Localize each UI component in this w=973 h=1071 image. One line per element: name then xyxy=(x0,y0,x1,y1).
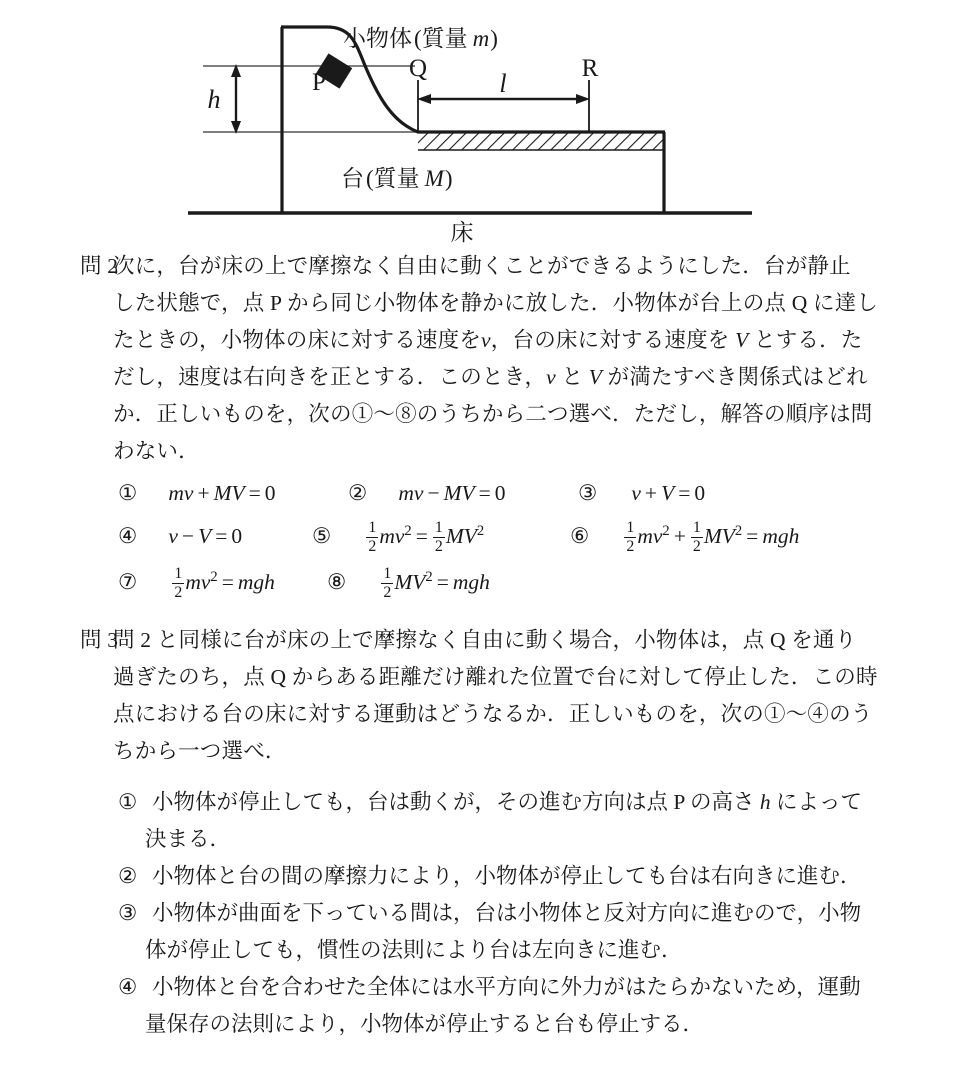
q2-line-5: か．正しいものを，次の①〜⑧のうちから二つ選べ．ただし，解答の順序は問 xyxy=(113,402,873,426)
q3-choice-1-marker: ① xyxy=(118,790,138,814)
label-point-p: P xyxy=(312,69,326,96)
question-2-marker: 問 2 xyxy=(80,254,119,278)
q2-option-2[interactable] xyxy=(348,475,506,512)
label-point-r: R xyxy=(581,55,599,82)
q2-option-8-expr: $\frac{1}{2}$ $MV^2$ = mgh xyxy=(383,565,490,601)
q2-option-2-marker: ② xyxy=(348,481,368,505)
q2-option-5[interactable] xyxy=(312,514,484,558)
q2-option-6-expr: $\frac{1}{2}$ $mv^2$ + $\frac{1}{2}$ $MV^2$ = mgh xyxy=(626,519,800,555)
q3-choice-3-line-2: 体が停止しても，慣性の法則により台は左向きに進む． xyxy=(145,938,683,962)
q3-choice-4-marker: ④ xyxy=(118,975,138,999)
q3-choice-4[interactable] xyxy=(0,969,973,1043)
q2-option-6-marker: ⑥ xyxy=(570,524,590,548)
q2-line-1: 次に，台が床の上で摩擦なく自由に動くことができるようにした．台が静止 xyxy=(113,254,851,278)
question-3-marker: 問 3 xyxy=(80,628,119,652)
q2-option-7-expr: $\frac{1}{2}$ $mv^2$ = mgh xyxy=(174,565,275,601)
height-dimension-arrow xyxy=(231,64,241,134)
label-floor: 床 xyxy=(450,220,474,245)
q3-choice-3-marker: ③ xyxy=(118,901,138,925)
friction-hatch-band xyxy=(418,133,664,150)
q3-choice-3[interactable] xyxy=(0,895,973,969)
q2-option-4[interactable] xyxy=(118,514,242,558)
q2-option-4-marker: ④ xyxy=(118,524,138,548)
q2-options-row-3 xyxy=(0,560,973,604)
q3-choice-2-line-1: 小物体と台の間の摩擦力により，小物体が停止しても台は右向きに進む． xyxy=(152,864,862,888)
q3-line-3: 点における台の床に対する運動はどうなるか．正しいものを，次の①〜④のう xyxy=(113,702,873,726)
q2-option-5-expr: $\frac{1}{2}$ $mv^2$ = $\frac{1}{2}$ $MV^2$ xyxy=(368,519,485,555)
physics-diagram xyxy=(0,0,973,248)
question-2-block xyxy=(0,248,973,604)
q2-option-8-marker: ⑧ xyxy=(327,570,347,594)
q2-option-6[interactable] xyxy=(570,514,799,558)
q3-line-1: 問 2 と同様に台が床の上で摩擦なく自由に動く場合，小物体は，点 Q を通り xyxy=(113,628,857,652)
q2-line-4: だし，速度は右向きを正とする．このとき，v と V が満たすべき関係式はどれ xyxy=(113,365,868,389)
q2-option-4-expr: v − V = 0 xyxy=(168,524,243,548)
q3-choice-1-line-2: 決まる． xyxy=(145,827,232,851)
q3-choice-4-line-1: 小物体と台を合わせた全体には水平方向に外力がはたらかないため，運動 xyxy=(152,975,861,999)
label-l: l xyxy=(499,69,507,98)
q2-options-row-1 xyxy=(0,475,973,512)
q2-option-3-expr: v + V = 0 xyxy=(631,481,706,505)
q2-option-8[interactable] xyxy=(327,560,490,604)
question-3-block xyxy=(0,622,973,1043)
q2-option-7[interactable] xyxy=(118,560,275,604)
q2-option-3-marker: ③ xyxy=(578,481,598,505)
q2-option-2-expr: mv − MV = 0 xyxy=(398,481,506,505)
q2-line-3: たときの，小物体の床に対する速度をv，台の床に対する速度を V とする．た xyxy=(113,328,863,352)
q3-choice-4-line-2: 量保存の法則により，小物体が停止すると台も停止する． xyxy=(145,1012,705,1036)
q2-option-5-marker: ⑤ xyxy=(312,524,332,548)
q3-choice-2[interactable] xyxy=(0,858,973,895)
label-platform: 台(質量 M) xyxy=(341,166,453,191)
q3-choice-2-marker: ② xyxy=(118,864,138,888)
q3-choice-1[interactable] xyxy=(0,784,973,858)
q2-option-1-marker: ① xyxy=(118,481,138,505)
question-2-paragraph xyxy=(0,248,973,470)
q2-line-6: わない． xyxy=(113,439,200,463)
q2-option-1[interactable] xyxy=(118,475,276,512)
question-3-paragraph xyxy=(0,622,973,770)
q2-line-2: した状態で，点 P から同じ小物体を静かに放した．小物体が台上の点 Q に達し xyxy=(113,291,879,315)
q2-options-row-2 xyxy=(0,514,973,558)
label-small-object: 小物体(質量 m) xyxy=(343,26,498,51)
q2-option-1-expr: mv + MV = 0 xyxy=(168,481,276,505)
label-h: h xyxy=(207,85,221,114)
q3-choice-1-line-1: 小物体が停止しても，台は動くが，その進む方向は点 P の高さ h によって xyxy=(152,790,862,814)
q2-option-7-marker: ⑦ xyxy=(118,570,138,594)
q3-line-2: 過ぎたのち，点 Q からある距離だけ離れた位置で台に対して停止した．この時 xyxy=(113,665,878,689)
q2-option-3[interactable] xyxy=(578,475,705,512)
q3-choice-3-line-1: 小物体が曲面を下っている間は，台は小物体と反対方向に進むので，小物 xyxy=(152,901,862,925)
q3-line-4: ちから一つ選べ． xyxy=(113,739,287,763)
label-point-q: Q xyxy=(408,55,428,82)
